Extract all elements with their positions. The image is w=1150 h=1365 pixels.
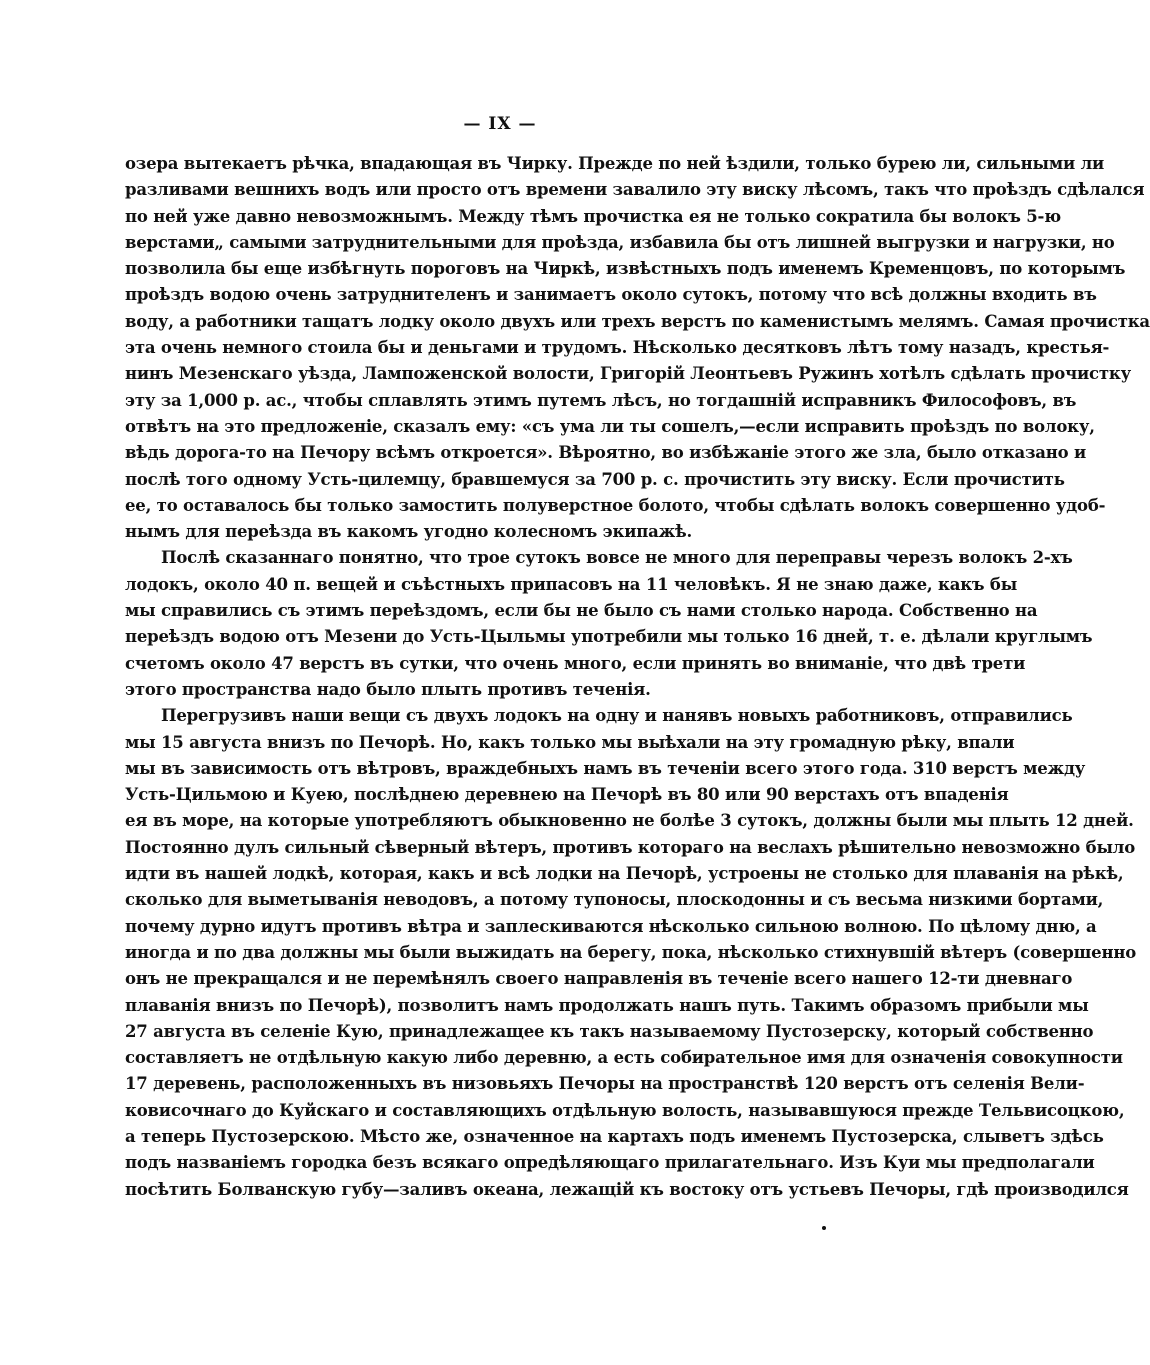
text-line: а теперь Пустозерскою. Мѣсто же, означенное на картахъ подъ именемъ Пустозерска, слыветъ здѣсь <box>125 1126 1104 1146</box>
text-line: ея въ море, на которые употребляютъ обыкновенно не болѣе 3 сутокъ, должны были мы плыть 12 дней. <box>125 811 1134 831</box>
text-line: проѣздъ водою очень затруднителенъ и занимаетъ около сутокъ, потому что всѣ должны входить въ <box>125 285 1097 305</box>
paragraph <box>125 545 1093 703</box>
text-line: ковисочнаго до Куйскаго и составляющихъ отдѣльную волость, называвшуюся прежде Тельвисоцкою, <box>125 1100 1125 1120</box>
text-line: переѣздъ водою отъ Мезени до Усть-Цыльмы употребили мы только 16 дней, т. е. дѣлали круглымъ <box>125 627 1093 647</box>
text-line: эту за 1,000 р. ас., чтобы сплавлять этимъ путемъ лѣсъ, но тогдашній исправникъ Философовъ, въ <box>125 390 1077 410</box>
text-line: мы 15 августа внизъ по Печорѣ. Но, какъ только мы выѣхали на эту громадную рѣку, впали <box>125 732 1015 752</box>
text-line: верстами„ самыми затруднительными для проѣзда, избавила бы отъ лишней выгрузки и нагрузки, но <box>125 232 1115 252</box>
text-line: онъ не прекращался и не перемѣнялъ своего направленія въ теченіе всего нашего 12-ти дневнаго <box>125 969 1073 989</box>
page-number: — IX — <box>463 114 537 134</box>
text-line: мы въ зависимость отъ вѣтровъ, враждебныхъ намъ въ теченіи всего этого года. 310 верстъ между <box>125 758 1086 778</box>
text-line: 17 деревень, расположенныхъ въ низовьяхъ Печоры на пространствѣ 120 верстъ отъ селенія Вели- <box>125 1074 1085 1094</box>
text-line: отвѣтъ на это предложеніе, сказалъ ему: «съ ума ли ты сошелъ,—если исправить проѣздъ по волоку, <box>125 416 1095 436</box>
text-line: мы справились съ этимъ переѣздомъ, если бы не было съ нами столько народа. Собственно на <box>125 601 1038 621</box>
ink-speck <box>822 1226 826 1230</box>
text-line: Постоянно дулъ сильный сѣверный вѣтеръ, противъ котораго на веслахъ рѣшительно невозможно было <box>125 837 1136 857</box>
text-line: нинъ Мезенскаго уѣзда, Лампоженской волости, Григорій Леонтьевъ Ружинъ хотѣлъ сдѣлать прочистку <box>125 364 1131 384</box>
text-line: по ней уже давно невозможнымъ. Между тѣмъ прочистка ея не только сократила бы волокъ 5-ю <box>125 206 1061 226</box>
text-line: лодокъ, около 40 п. вещей и съѣстныхъ припасовъ на 11 человѣкъ. Я не знаю даже, какъ бы <box>125 574 1018 594</box>
body-text <box>125 151 1150 1203</box>
text-line: воду, а работники тащатъ лодку около двухъ или трехъ верстъ по каменистымъ мелямъ. Самая прочистка <box>125 311 1150 331</box>
text-line: составляетъ не отдѣльную какую либо деревню, а есть собирательное имя для означенія совокупности <box>125 1048 1123 1068</box>
text-line: ее, то оставалось бы только замостить полуверстное болото, чтобы сдѣлать волокъ совершенно удоб- <box>125 495 1106 515</box>
text-line: подъ названіемъ городка безъ всякаго опредѣляющаго прилагательнаго. Изъ Куи мы предполагали <box>125 1153 1095 1173</box>
text-line: нымъ для переѣзда въ какомъ угодно колесномъ экипажѣ. <box>125 522 693 542</box>
text-line: Перегрузивъ наши вещи съ двухъ лодокъ на одну и нанявъ новыхъ работниковъ, отправились <box>161 706 1073 726</box>
text-line: послѣ того одному Усть-цилемцу, бравшемуся за 700 р. с. прочистить эту виску. Если прочистить <box>125 469 1065 489</box>
text-line: 27 августа въ селеніе Кую, принадлежащее къ такъ называемому Пустозерску, который собственно <box>125 1021 1094 1041</box>
text-line: вѣдь дорога-то на Печору всѣмъ откроется». Вѣроятно, во избѣжаніе этого же зла, было отказано и <box>125 443 1087 463</box>
text-line: озера вытекаетъ рѣчка, впадающая въ Чирку. Прежде по ней ѣздили, только бурею ли, сильными ли <box>125 154 1105 173</box>
text-line: идти въ нашей лодкѣ, которая, какъ и всѣ лодки на Печорѣ, устроены не столько для плаванія на рѣкѣ, <box>125 864 1124 884</box>
paragraph <box>125 703 1137 1203</box>
text-line: позволила бы еще избѣгнуть пороговъ на Чиркѣ, извѣстныхъ подъ именемъ Кременцовъ, по которымъ <box>125 259 1126 279</box>
paragraph <box>125 151 1150 545</box>
text-line: этого пространства надо было плыть противъ теченія. <box>125 679 651 699</box>
text-line: почему дурно идутъ противъ вѣтра и заплескиваются нѣсколько сильною волною. По цѣлому дню, а <box>125 916 1097 936</box>
text-line: эта очень немного стоила бы и деньгами и трудомъ. Нѣсколько десятковъ лѣтъ тому назадъ, крестья- <box>125 338 1110 358</box>
text-line: счетомъ около 47 верстъ въ сутки, что очень много, если принять во вниманіе, что двѣ трети <box>125 653 1026 673</box>
text-line: разливами вешнихъ водъ или просто отъ времени завалило эту виску лѣсомъ, такъ что проѣздъ сдѣлался <box>125 180 1145 200</box>
text-line: иногда и по два должны мы были выжидать на берегу, пока, нѣсколько стихнувшій вѣтеръ (совершенно <box>125 942 1137 962</box>
text-line: сколько для выметыванія неводовъ, а потому тупоносы, плоскодонны и съ весьма низкими бортами, <box>125 890 1104 910</box>
text-line: плаванія внизъ по Печорѣ), позволитъ намъ продолжать нашъ путь. Такимъ образомъ прибыли мы <box>125 995 1089 1015</box>
text-line: посѣтить Болванскую губу—заливъ океана, лежащій къ востоку отъ устьевъ Печоры, гдѣ производился <box>125 1179 1129 1199</box>
text-line: Усть-Цильмою и Куею, послѣднею деревнею на Печорѣ въ 80 или 90 верстахъ отъ впаденія <box>125 785 1009 805</box>
text-line: Послѣ сказаннаго понятно, что трое сутокъ вовсе не много для переправы черезъ волокъ 2-хъ <box>161 548 1073 568</box>
